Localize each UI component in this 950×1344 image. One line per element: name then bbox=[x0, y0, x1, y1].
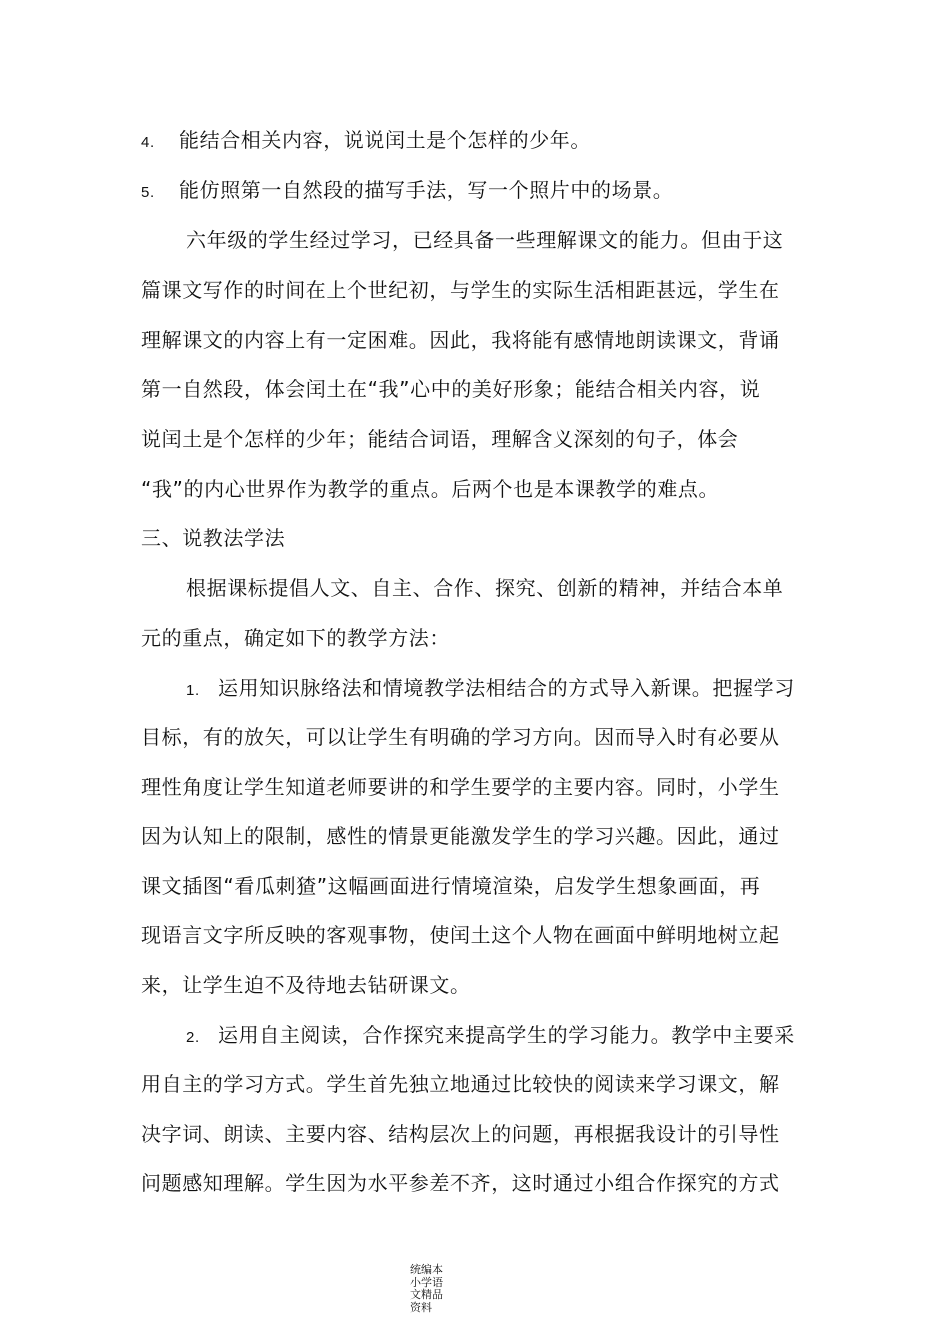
paragraph-line: 篇课文写作的时间在上个世纪初，与学生的实际生活相距甚远，学生在 bbox=[141, 278, 780, 302]
paragraph-line: 课文插图“看瓜刺猹”这幅画面进行情境渲染，启发学生想象画面，再 bbox=[141, 874, 761, 898]
list-number: 5. bbox=[141, 184, 155, 201]
paragraph-line: 决字词、朗读、主要内容、结构层次上的问题，再根据我设计的引导性 bbox=[141, 1122, 780, 1146]
paragraph-line: 根据课标提倡人文、自主、合作、探究、创新的精神，并结合本单 bbox=[186, 576, 784, 600]
paragraph-line: 目标，有的放矢，可以让学生有明确的学习方向。因而导入时有必要从 bbox=[141, 725, 780, 749]
method-text: 运用知识脉络法和情境教学法相结合的方式导入新课。把握学习 bbox=[218, 676, 795, 700]
paragraph-line: 来，让学生迫不及待地去钻研课文。 bbox=[141, 973, 471, 997]
paragraph-line: 理性角度让学生知道老师要讲的和学生要学的主要内容。同时，小学生 bbox=[141, 775, 780, 799]
paragraph-line: 现语言文字所反映的客观事物，使闰土这个人物在画面中鲜明地树立起 bbox=[141, 923, 780, 947]
list-item-4 bbox=[141, 127, 591, 156]
list-item-5 bbox=[141, 177, 673, 206]
method-1-first-line bbox=[186, 675, 795, 704]
method-number: 2. bbox=[186, 1029, 200, 1046]
footer-line: 统编本 bbox=[410, 1263, 443, 1276]
paragraph-line: 问题感知理解。学生因为水平参差不齐，这时通过小组合作探究的方式 bbox=[141, 1171, 780, 1195]
paragraph-line: 六年级的学生经过学习，已经具备一些理解课文的能力。但由于这 bbox=[186, 228, 784, 252]
paragraph-line: “我”的内心世界作为教学的重点。后两个也是本课教学的难点。 bbox=[141, 477, 720, 501]
footer-line: 文精品 bbox=[410, 1288, 443, 1301]
paragraph-line: 用自主的学习方式。学生首先独立地通过比较快的阅读来学习课文，解 bbox=[141, 1072, 780, 1096]
method-text: 运用自主阅读，合作探究来提高学生的学习能力。教学中主要采 bbox=[218, 1023, 795, 1047]
footer-note bbox=[410, 1264, 450, 1314]
footer-line: 资料 bbox=[410, 1300, 432, 1314]
footer-line: 小学语 bbox=[410, 1275, 443, 1289]
method-2-first-line bbox=[186, 1022, 795, 1051]
paragraph-line: 第一自然段，体会闰土在“我”心中的美好形象；能结合相关内容，说 bbox=[141, 377, 761, 401]
paragraph-line: 元的重点，确定如下的教学方法： bbox=[141, 626, 450, 650]
paragraph-line: 理解课文的内容上有一定困难。因此，我将能有感情地朗读课文，背诵 bbox=[141, 328, 780, 352]
paragraph-line: 因为认知上的限制，感性的情景更能激发学生的学习兴趣。因此，通过 bbox=[141, 824, 780, 848]
list-text: 能仿照第一自然段的描写手法，写一个照片中的场景。 bbox=[179, 178, 674, 202]
list-number: 4. bbox=[141, 134, 155, 151]
method-number: 1. bbox=[186, 682, 200, 699]
paragraph-line: 说闰土是个怎样的少年；能结合词语，理解含义深刻的句子，体会 bbox=[141, 427, 739, 451]
list-text: 能结合相关内容，说说闰土是个怎样的少年。 bbox=[179, 128, 591, 152]
section-heading: 三、说教法学法 bbox=[141, 526, 286, 550]
